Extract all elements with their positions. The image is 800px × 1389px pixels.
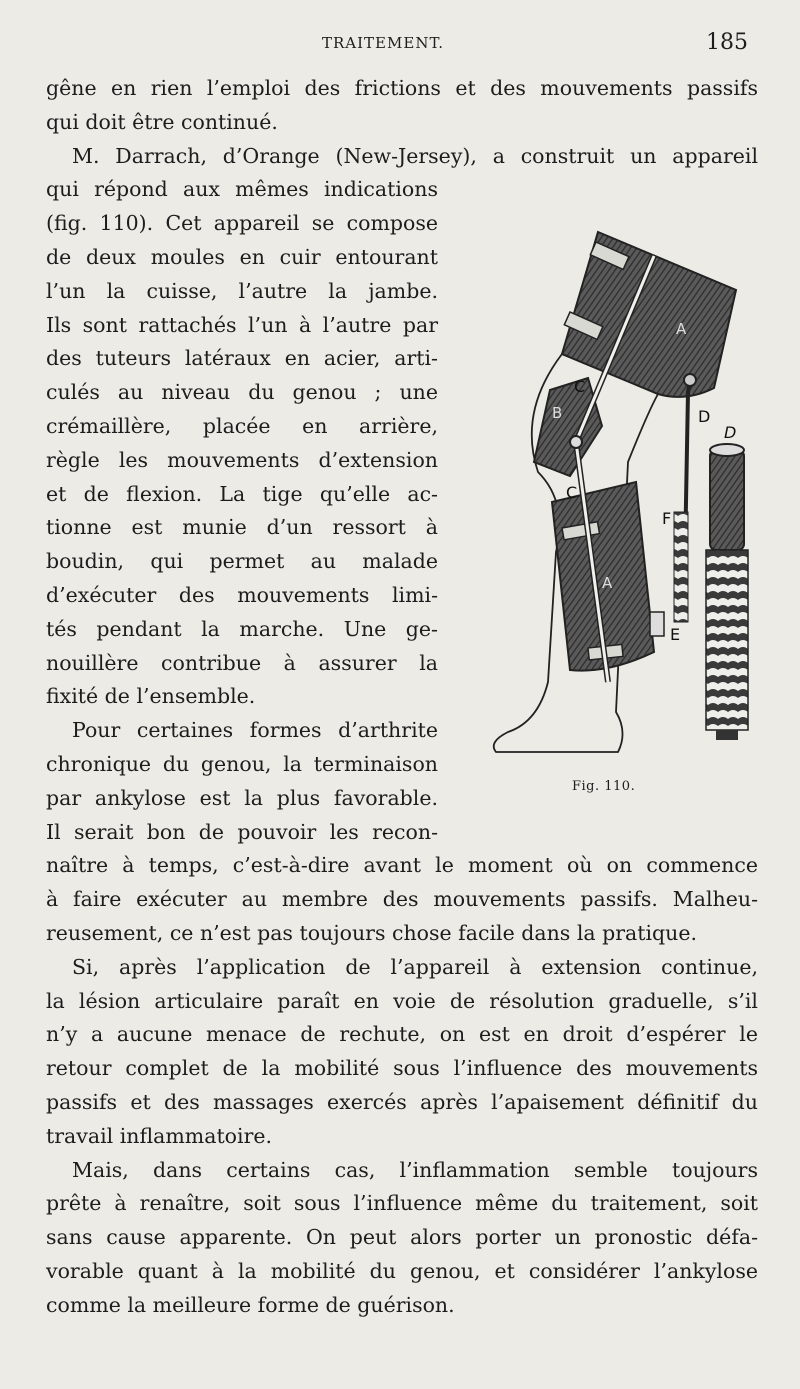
text-line: par ankylose est la plus favorable. xyxy=(46,785,438,810)
label-c-mid: C xyxy=(566,483,578,502)
text-line: d’exécuter des mouvements limi- xyxy=(46,582,438,607)
text-line: crémaillère, placée en arrière, xyxy=(46,413,438,438)
text-line: n’y a aucune menace de rechute, on est en droit d’espérer le xyxy=(46,1022,758,1047)
running-head: TRAITEMENT. xyxy=(322,34,445,52)
text-line: retour complet de la mobilité sous l’influence des mouvements xyxy=(46,1056,758,1081)
text-line: Pour certaines formes d’arthrite xyxy=(72,718,438,743)
tube-detail xyxy=(710,450,744,550)
page-header xyxy=(0,30,800,58)
text-line: qui répond aux mêmes indications xyxy=(46,177,438,202)
text-line: vorable quant à la mobilité du genou, et considérer l’ankylose xyxy=(46,1258,758,1283)
label-f: F xyxy=(662,509,672,528)
label-c-top: C xyxy=(574,377,586,396)
spring xyxy=(674,512,688,622)
text-line: reusement, ce n’est pas toujours chose facile dans la pratique. xyxy=(46,920,698,945)
label-b: B xyxy=(552,404,563,422)
knee-joint xyxy=(570,436,582,448)
text-line: et de flexion. La tige qu’elle ac- xyxy=(46,481,438,506)
label-a-bottom: A xyxy=(602,574,613,592)
thigh-cuff xyxy=(562,232,736,397)
text-line: culés au niveau du genou ; une xyxy=(46,380,438,405)
text-line: comme la meilleure forme de guérison. xyxy=(46,1292,455,1317)
label-e: E xyxy=(670,625,681,644)
text-line: à faire exécuter au membre des mouvements passifs. Malheu- xyxy=(46,887,758,912)
paragraph-4 xyxy=(46,951,758,1154)
page-number: 185 xyxy=(706,30,748,55)
paragraph-5 xyxy=(46,1154,758,1323)
text-line: boudin, qui permet au malade xyxy=(46,549,438,574)
text-line: passifs et des massages exercés après l’apaisement définitif du xyxy=(46,1089,758,1114)
figure-caption: Fig. 110. xyxy=(572,779,636,794)
paragraph-1 xyxy=(46,72,758,140)
text-line: gêne en rien l’emploi des frictions et des mouvements passifs xyxy=(46,76,758,100)
text-line: tés pendant la marche. Une ge- xyxy=(46,616,438,641)
text-line: l’un la cuisse, l’autre la jambe. xyxy=(46,278,438,303)
text-line: prête à renaître, soit sous l’influence même du traitement, soit xyxy=(46,1191,758,1216)
text-line: Si, après l’application de l’appareil à extension continue, xyxy=(72,954,758,979)
text-line: qui doit être continué. xyxy=(46,109,278,134)
text-line: M. Darrach, d’Orange (New-Jersey), a construit un appareil xyxy=(72,143,758,168)
label-d: D xyxy=(698,407,711,426)
text-line: règle les mouvements d’extension xyxy=(46,447,438,472)
text-line: la lésion articulaire paraît en voie de résolution graduelle, s’il xyxy=(46,988,758,1013)
figure-knee-brace xyxy=(478,212,770,812)
rack-head xyxy=(684,374,696,386)
spring-detail xyxy=(706,550,748,730)
text-line: naître à temps, c’est-à-dire avant le moment où on commence xyxy=(46,853,758,878)
knee-cap xyxy=(534,378,602,476)
text-line: de deux moules en cuir entourant xyxy=(46,244,438,269)
text-line: nouillère contribue à assurer la xyxy=(46,650,438,675)
text-line: sans cause apparente. On peut alors porter un pronostic défa- xyxy=(46,1225,758,1250)
text-line: Il serait bon de pouvoir les recon- xyxy=(46,819,438,844)
text-line: chronique du genou, la terminaison xyxy=(46,751,438,776)
text-line: (fig. 110). Cet appareil se compose xyxy=(46,211,438,236)
text-line: tionne est munie d’un ressort à xyxy=(46,515,438,540)
text-line: Mais, dans certains cas, l’inflammation semble toujours xyxy=(72,1157,758,1182)
text-line: Ils sont rattachés l’un à l’autre par xyxy=(46,312,438,337)
label-a-top: A xyxy=(676,320,687,338)
text-line: travail inflammatoire. xyxy=(46,1123,273,1148)
rack-clip xyxy=(650,612,664,636)
knee-brace-illustration xyxy=(478,212,770,772)
text-line: des tuteurs latéraux en acier, arti- xyxy=(46,346,438,371)
text-line: fixité de l’ensemble. xyxy=(46,684,256,709)
label-d-small: D xyxy=(724,423,737,442)
